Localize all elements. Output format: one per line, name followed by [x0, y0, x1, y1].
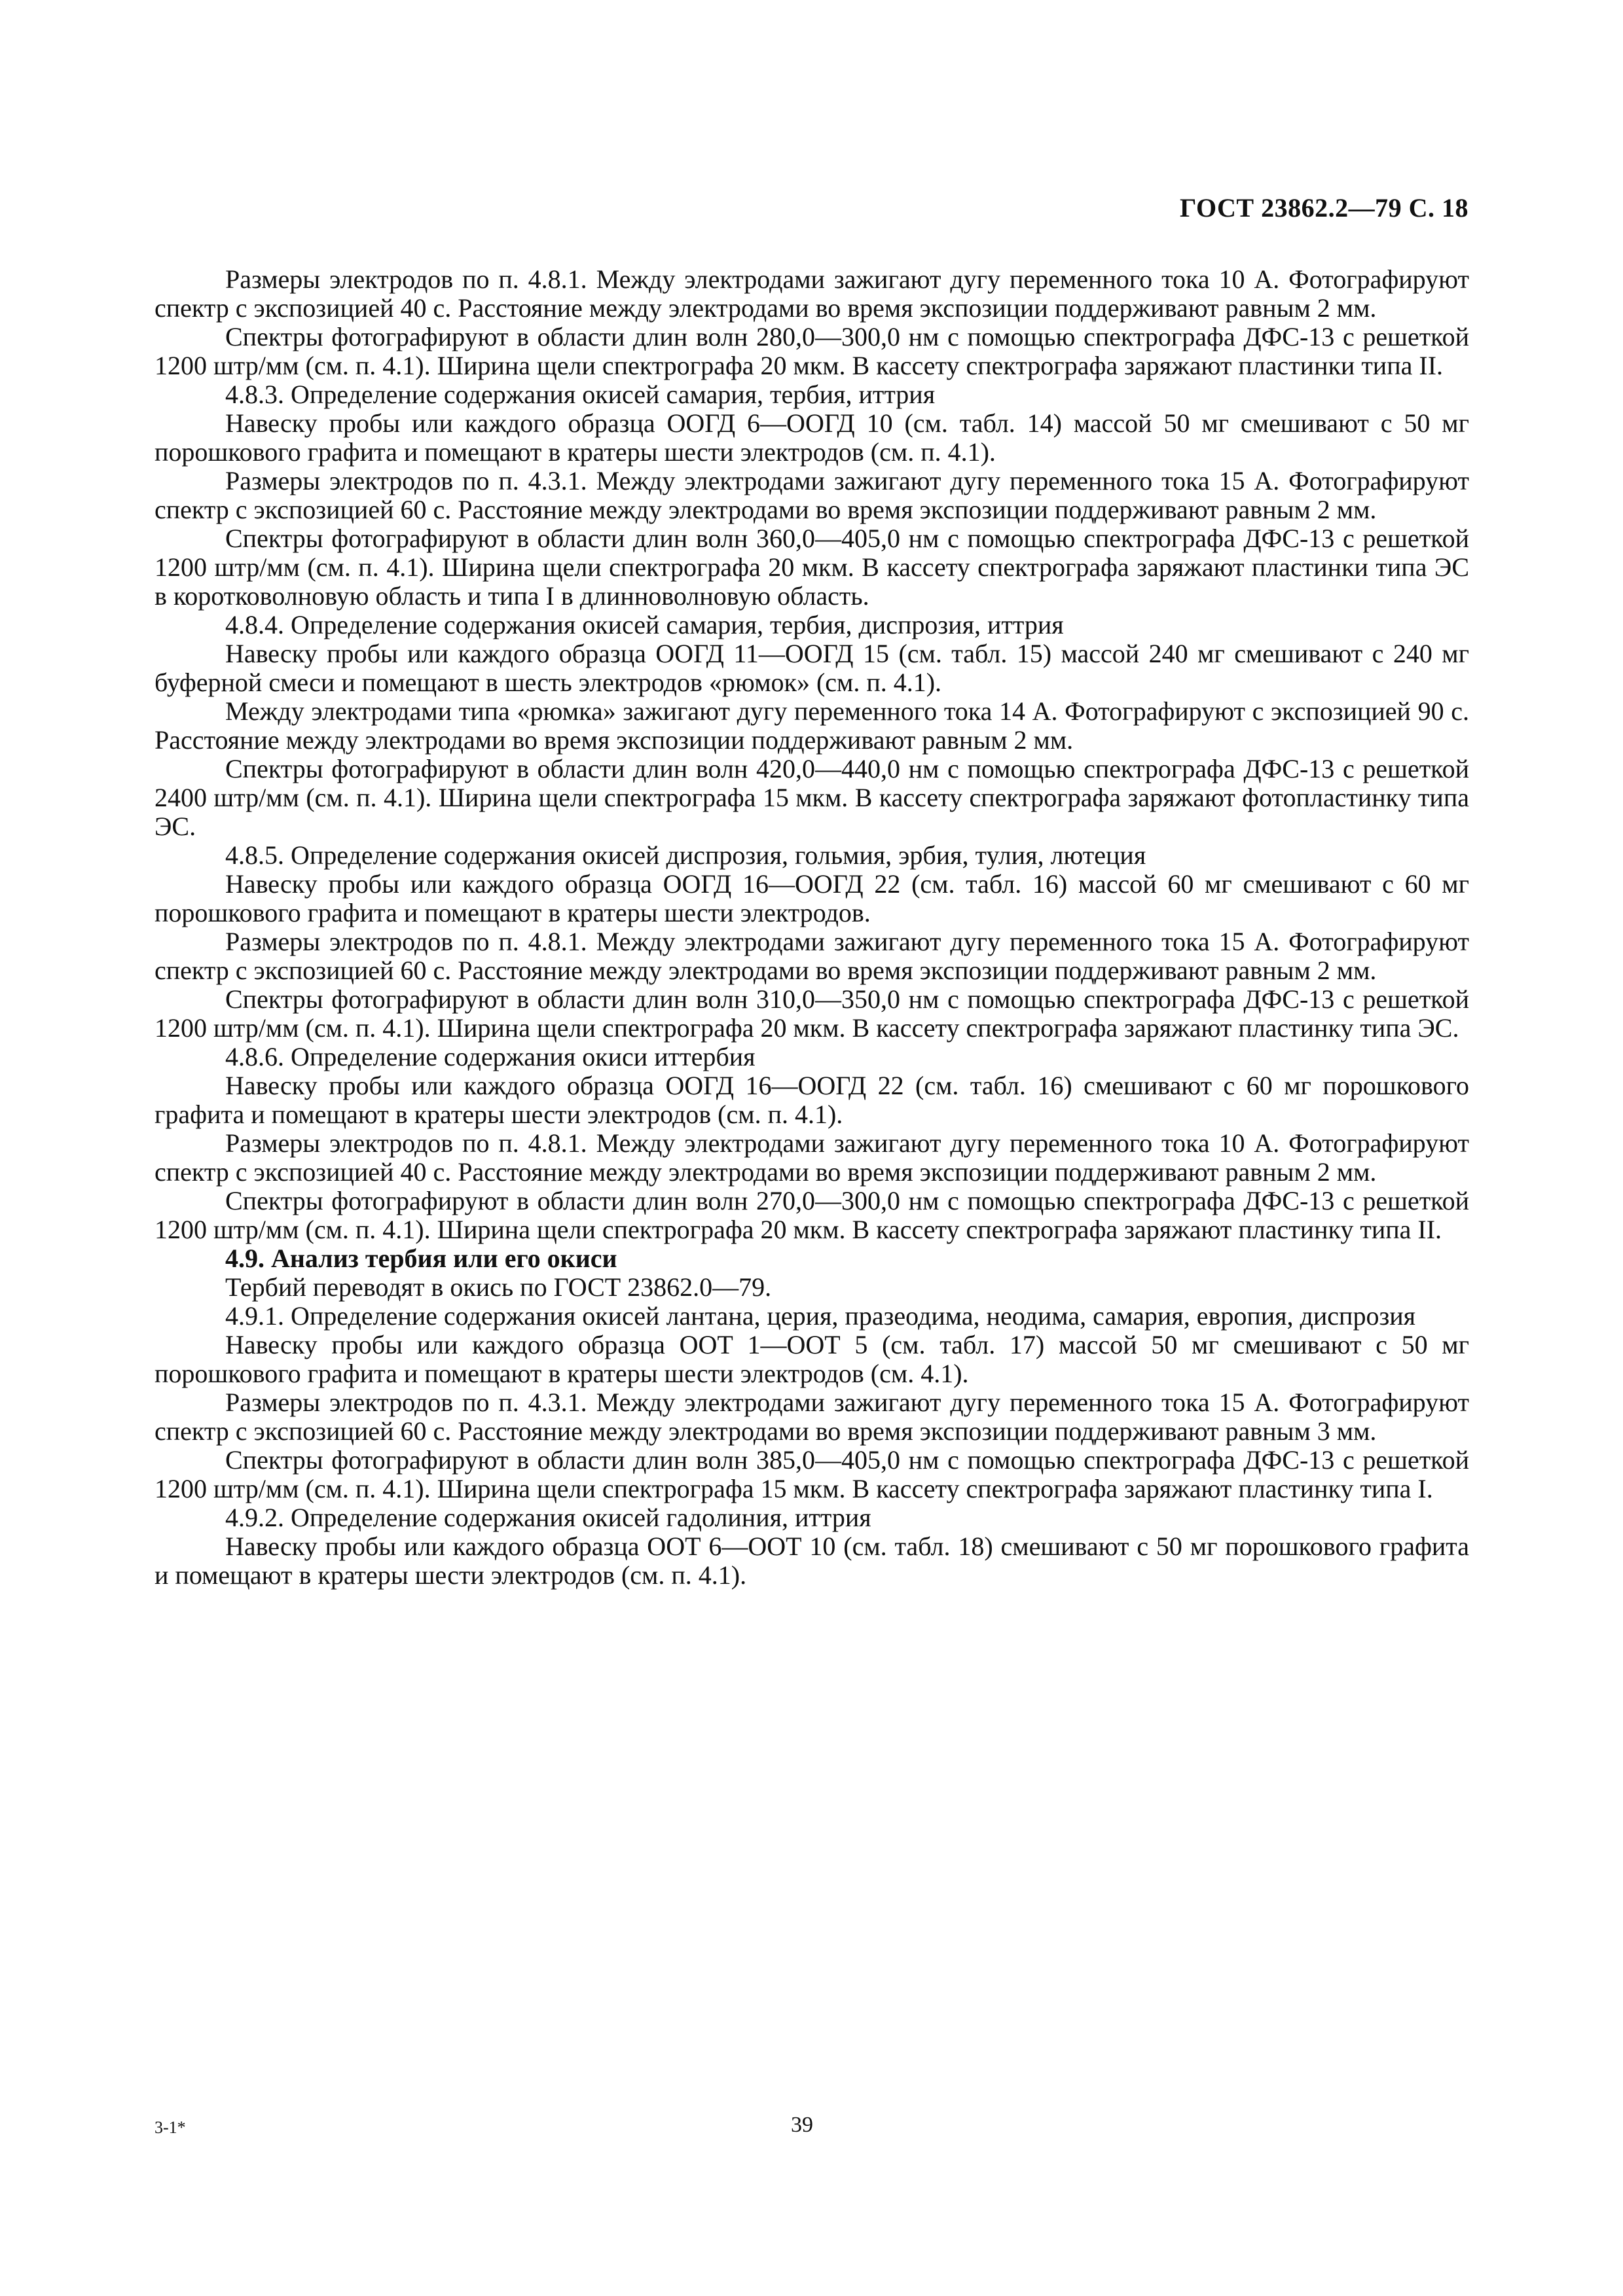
paragraph: Спектры фотографируют в области длин волн 360,0—405,0 нм с помощью спектрографа ДФС-13 с решеткой 1200 штр/мм (см. п. 4.1). Ширина щели спектрографа 20 мкм. В кассету спектрографа заряжают пластинки типа ЭС в коротковолновую область и типа I в длинноволновую область. [155, 524, 1469, 611]
paragraph: Спектры фотографируют в области длин волн 385,0—405,0 нм с помощью спектрографа ДФС-13 с решеткой 1200 штр/мм (см. п. 4.1). Ширина щели спектрографа 15 мкм. В кассету спектрографа заряжают пластинку типа I. [155, 1445, 1469, 1503]
paragraph: Навеску пробы или каждого образца ООГД 16—ООГД 22 (см. табл. 16) массой 60 мг смешивают с 60 мг порошкового графита и помещают в кратеры шести электродов. [155, 869, 1469, 927]
paragraph: Спектры фотографируют в области длин волн 280,0—300,0 нм с помощью спектрографа ДФС-13 с решеткой 1200 штр/мм (см. п. 4.1). Ширина щели спектрографа 20 мкм. В кассету спектрографа заряжают пластинки типа II. [155, 322, 1469, 380]
paragraph: Размеры электродов по п. 4.8.1. Между электродами зажигают дугу переменного тока 10 А. Фотографируют спектр с экспозицией 40 с. Расстояние между электродами во время экспозиции поддерживают равным 2 мм. [155, 264, 1469, 323]
paragraph: Спектры фотографируют в области длин волн 310,0—350,0 нм с помощью спектрографа ДФС-13 с решеткой 1200 штр/мм (см. п. 4.1). Ширина щели спектрографа 20 мкм. В кассету спектрографа заряжают пластинку типа ЭС. [155, 984, 1469, 1043]
paragraph: Спектры фотографируют в области длин волн 270,0—300,0 нм с помощью спектрографа ДФС-13 с решеткой 1200 штр/мм (см. п. 4.1). Ширина щели спектрографа 20 мкм. В кассету спектрографа заряжают пластинку типа II. [155, 1186, 1469, 1244]
page-number: 39 [791, 2113, 813, 2137]
paragraph: Размеры электродов по п. 4.3.1. Между электродами зажигают дугу переменного тока 15 А. Фотографируют спектр с экспозицией 60 с. Расстояние между электродами во время экспозиции поддерживают равным 3 мм. [155, 1388, 1469, 1446]
section-heading: 4.8.6. Определение содержания окиси иттербия [225, 1042, 756, 1071]
paragraph: Спектры фотографируют в области длин волн 420,0—440,0 нм с помощью спектрографа ДФС-13 с решеткой 2400 штр/мм (см. п. 4.1). Ширина щели спектрографа 15 мкм. В кассету спектрографа заряжают фотопластинку типа ЭС. [155, 754, 1469, 841]
paragraph: Тербий переводят в окись по ГОСТ 23862.0—79. [225, 1272, 772, 1302]
paragraph: Размеры электродов по п. 4.3.1. Между электродами зажигают дугу переменного тока 15 А. Фотографируют спектр с экспозицией 60 с. Расстояние между электродами во время экспозиции поддерживают равным 2 мм. [155, 466, 1469, 524]
paragraph: Размеры электродов по п. 4.8.1. Между электродами зажигают дугу переменного тока 15 А. Фотографируют спектр с экспозицией 60 с. Расстояние между электродами во время экспозиции поддерживают равным 2 мм. [155, 927, 1469, 985]
page-header: ГОСТ 23862.2—79 С. 18 [1179, 193, 1468, 223]
paragraph: Навеску пробы или каждого образца ООГД 11—ООГД 15 (см. табл. 15) массой 240 мг смешивают с 240 мг буферной смеси и помещают в шесть электродов «рюмок» (см. п. 4.1). [155, 639, 1469, 697]
paragraph: Навеску пробы или каждого образца ООТ 6—ООТ 10 (см. табл. 18) смешивают с 50 мг порошкового графита и помещают в кратеры шести электродов (см. п. 4.1). [155, 1532, 1469, 1590]
paragraph: Навеску пробы или каждого образца ООГД 16—ООГД 22 (см. табл. 16) смешивают с 60 мг порошкового графита и помещают в кратеры шести электродов (см. п. 4.1). [155, 1071, 1469, 1129]
section-heading: 4.9.1. Определение содержания окисей лантана, церия, празеодима, неодима, самария, европия, диспрозия [225, 1301, 1416, 1331]
paragraph: Размеры электродов по п. 4.8.1. Между электродами зажигают дугу переменного тока 10 А. Фотографируют спектр с экспозицией 40 с. Расстояние между электродами во время экспозиции поддерживают равным 2 мм. [155, 1128, 1469, 1187]
paragraph: Навеску пробы или каждого образца ООГД 6—ООГД 10 (см. табл. 14) массой 50 мг смешивают с 50 мг порошкового графита и помещают в кратеры шести электродов (см. п. 4.1). [155, 408, 1469, 467]
section-heading: 4.8.5. Определение содержания окисей диспрозия, гольмия, эрбия, тулия, лютеция [225, 840, 1146, 870]
paragraph: Навеску пробы или каждого образца ООТ 1—ООТ 5 (см. табл. 17) массой 50 мг смешивают с 50 мг порошкового графита и помещают в кратеры шести электродов (см. 4.1). [155, 1330, 1469, 1388]
section-heading: 4.8.4. Определение содержания окисей самария, тербия, диспрозия, иттрия [225, 610, 1064, 639]
paragraph: Между электродами типа «рюмка» зажигают дугу переменного тока 14 А. Фотографируют с экспозицией 90 с. Расстояние между электродами во время экспозиции поддерживают равным 2 мм. [155, 696, 1469, 755]
section-heading: 4.8.3. Определение содержания окисей самария, тербия, иттрия [225, 380, 936, 409]
footer-code: 3-1* [155, 2118, 186, 2137]
section-heading: 4.9.2. Определение содержания окисей гадолиния, иттрия [225, 1503, 871, 1532]
main-section-heading: 4.9. Анализ тербия или его окиси [225, 1244, 617, 1273]
document-body [155, 265, 1469, 1590]
